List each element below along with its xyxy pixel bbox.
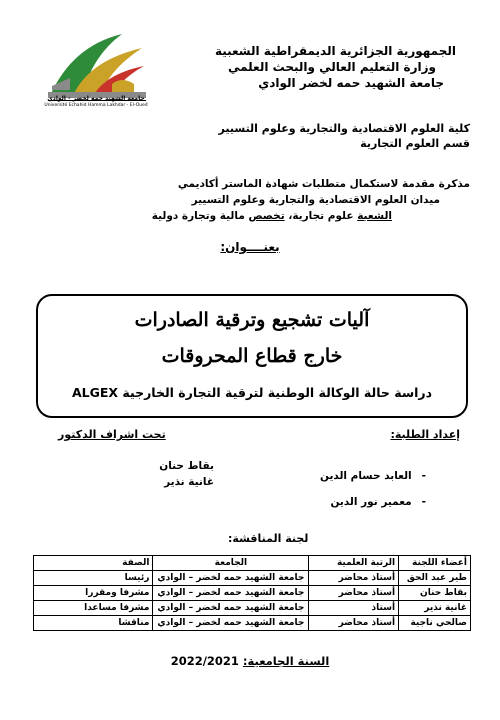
logo-name-arabic: جامعة الشهيد حمه لخضر - الوادي (47, 95, 145, 102)
table-row: صالحي ناجية أستاذ محاضر جامعة الشهيد حمه لخضر – الوادي مناقشا (34, 616, 471, 631)
memo-line-3 (130, 208, 392, 224)
table-header-row (34, 556, 471, 571)
republic-name: الجمهورية الجزائرية الديمقراطية الشعبية (214, 44, 456, 58)
thesis-subtitle: دراسة حالة الوكالة الوطنية لترقية التجارة الخارجية ALGEX (71, 385, 433, 400)
college-name: كلية العلوم الاقتصادية والتجارية وعلوم التسيير (218, 122, 470, 135)
thesis-title-line-2: خارج قطاع المحروقات (161, 345, 343, 367)
memo-description (130, 176, 470, 224)
supervisors-label: تحت اشراف الدكتور (58, 428, 166, 441)
student-item: -معمير نور الدين (330, 496, 426, 508)
thesis-title-line-1: آليات تشجيع وترقية الصادرات (134, 309, 370, 331)
students-label: إعداد الطلبة: (390, 428, 460, 441)
student-item: -العابد حسام الدين (320, 470, 426, 482)
academic-year-label: السنة الجامعية: (242, 654, 330, 668)
spec-value: مالية وتجارة دولية (151, 210, 249, 222)
table-row: طير عبد الحق أستاذ محاضر جامعة الشهيد حمه لخضر – الوادي رئيسا (34, 571, 471, 586)
column-header: الرتبة العلمية (309, 556, 399, 571)
title-label: بعنــــوان: (220, 240, 280, 254)
supervisor-item: غانية نذير (164, 476, 214, 488)
column-header: الجامعة (153, 556, 309, 571)
memo-line-2: ميدان العلوم الاقتصادية والتجارية وعلوم التسيير (191, 194, 440, 206)
supervisor-item: بقاط حنان (159, 460, 214, 472)
academic-year (0, 654, 500, 668)
institution-header (172, 43, 472, 91)
memo-line-1: مذكرة مقدمة لاستكمال متطلبات شهادة الماستر أكاديمي (177, 178, 470, 190)
faculty-block (170, 121, 470, 151)
supervisors-list (94, 458, 214, 490)
spec-label: تخصص (248, 210, 285, 222)
branch-label: الشعبة (357, 210, 392, 222)
branch-value: علوم تجارية، (284, 210, 358, 222)
students-list (266, 463, 426, 515)
committee-table (33, 555, 471, 631)
committee-label: لجنة المناقشة: (228, 532, 309, 545)
ministry-name: وزارة التعليم العالي والبحث العلمي (227, 60, 436, 74)
column-header: الصفة (34, 556, 153, 571)
table-row: غانية نذير أستاذ جامعة الشهيد حمه لخضر – الوادي مشرفا مساعدا (34, 601, 471, 616)
academic-year-value: 2022/2021 (170, 654, 243, 668)
department-name: قسم العلوم التجارية (360, 137, 470, 150)
column-header: أعضاء اللجنة (399, 556, 471, 571)
table-row: بقاط حنان أستاذ محاضر جامعة الشهيد حمه لخضر – الوادي مشرفا ومقررا (34, 586, 471, 601)
university-name: جامعة الشهيد حمه لخضر الوادي (258, 76, 444, 90)
logo-name-french: Université Echahid Hamma Lakhdar - El-Oued (44, 103, 148, 108)
